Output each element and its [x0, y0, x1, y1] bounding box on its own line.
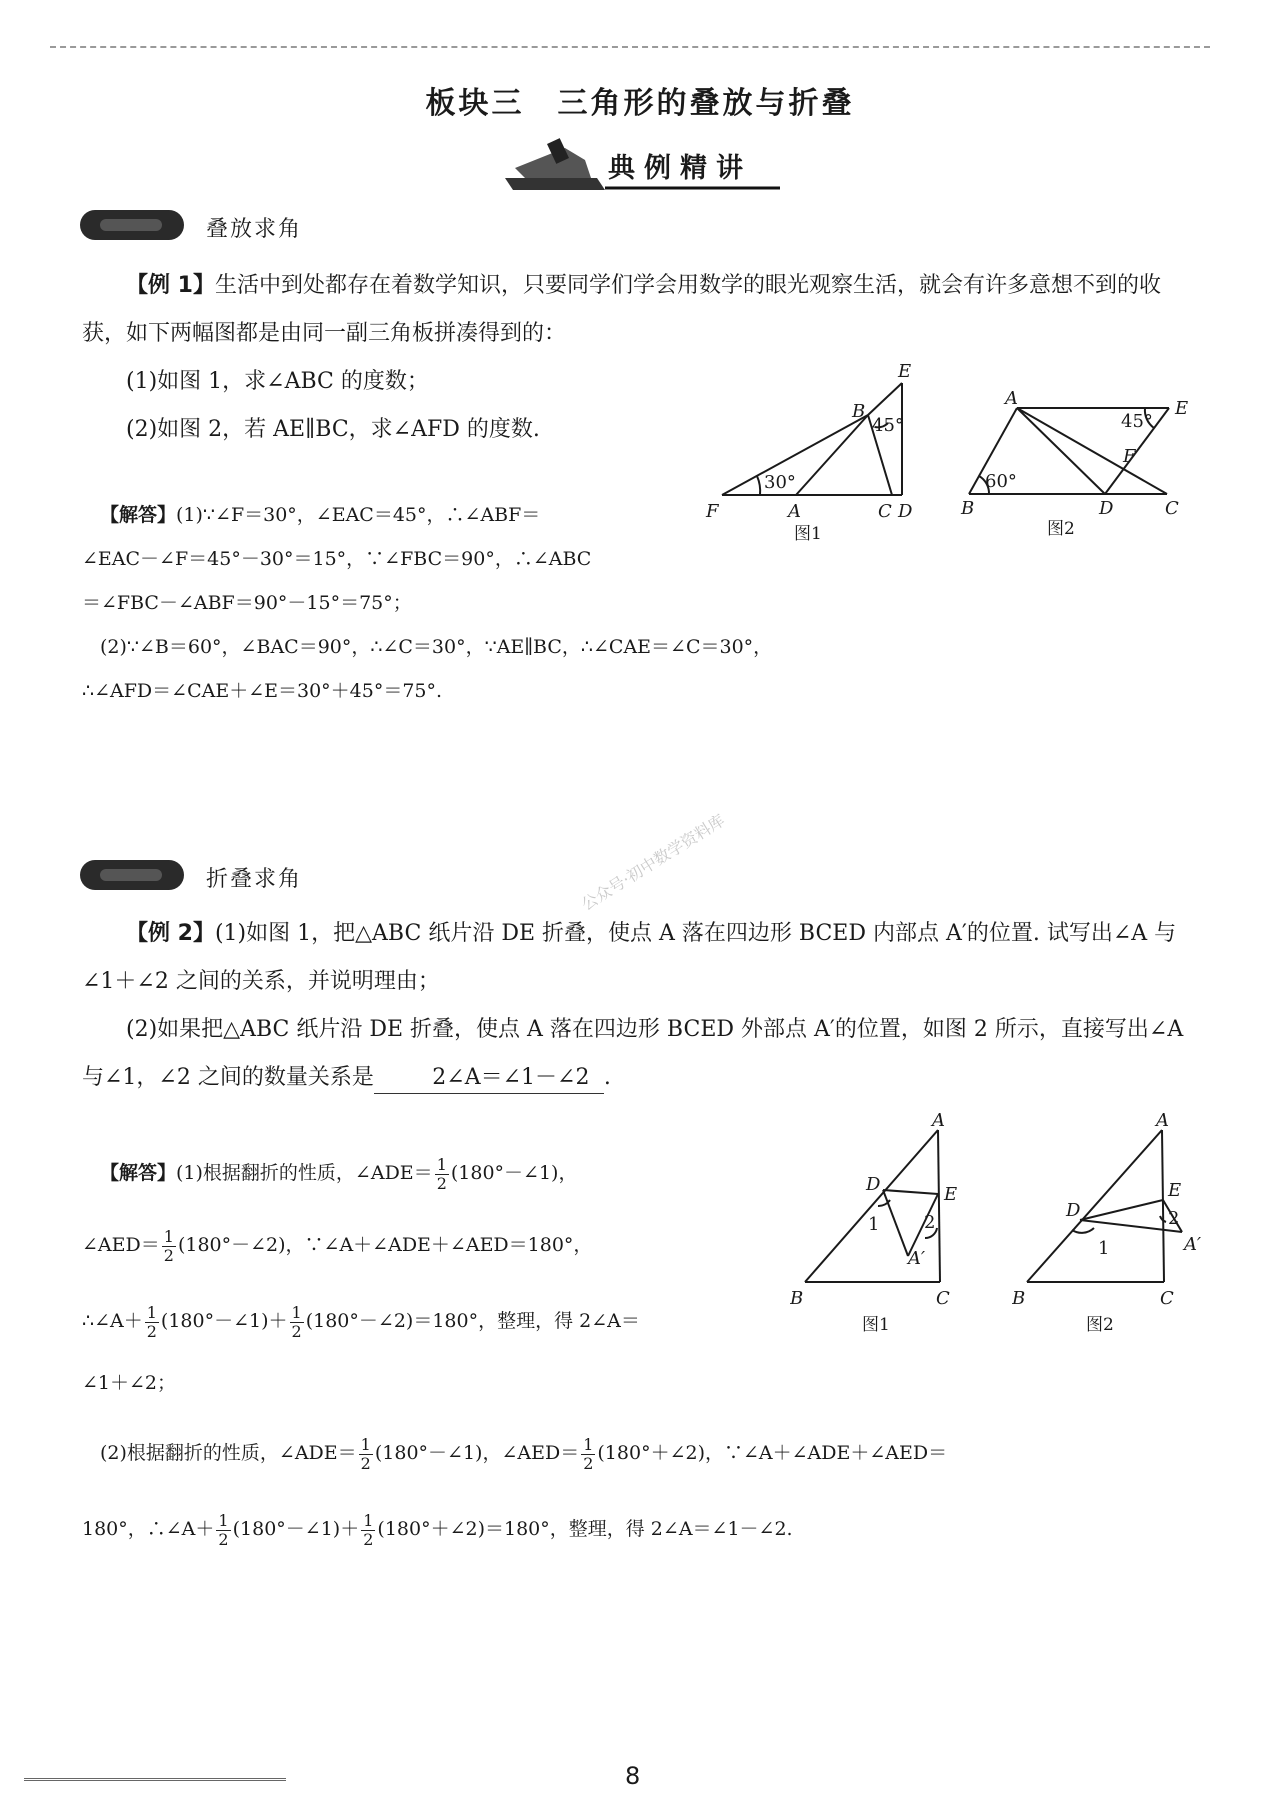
- fraction-half: $\frac{1}{2}$: [363, 1510, 374, 1549]
- solution-1-line-4: (2)∵∠B＝60°，∠BAC＝90°，∴∠C＝30°，∵AE∥BC，∴∠CAE＝∠C＝30°，: [100, 636, 773, 658]
- fig1-angle-b: 45°: [872, 415, 904, 436]
- example-1-figure-2: [955, 390, 1195, 540]
- solution-1-line-2: ∠EAC－∠F＝45°－30°＝15°，∵∠FBC＝90°，∴∠ABC: [82, 548, 592, 570]
- example-2-figure-2: [1012, 1110, 1212, 1340]
- fig1-label-b: B: [852, 401, 866, 422]
- fig2-1-caption: 图1: [862, 1315, 890, 1335]
- fraction-half: $\frac{1}{2}$: [146, 1302, 157, 1341]
- fraction-half: $\frac{1}{2}$: [291, 1302, 302, 1341]
- fig2-label-b: B: [961, 498, 975, 519]
- example-2-part-2: [82, 1006, 1202, 1102]
- solution-1-line-3: ＝∠FBC－∠ABF＝90°－15°＝75°；: [82, 592, 412, 614]
- top-dashed-rule: [50, 46, 1210, 48]
- solution-2-text-1a: (1)根据翻折的性质，∠ADE＝: [176, 1162, 433, 1184]
- fig1-label-d: D: [898, 501, 913, 522]
- solution-2-text-3c: (180°－∠2)＝180°，整理，得 2∠A＝: [305, 1310, 640, 1332]
- fig2-2-angle-1: 1: [1098, 1238, 1110, 1259]
- solution-2-tag: 【解答】: [100, 1162, 177, 1184]
- topic-badge-1: [80, 210, 184, 240]
- fig2-2-label-a: A: [1156, 1110, 1169, 1131]
- example-2-text-1: (1)如图 1，把△ABC 纸片沿 DE 折叠，使点 A 落在四边形 BCED 内部点 A′的位置. 试写出∠A 与∠1＋∠2 之间的关系，并说明理由；: [82, 921, 1177, 994]
- fig1-label-a: A: [788, 501, 801, 522]
- solution-2-text-3b: (180°－∠1)＋: [160, 1310, 288, 1332]
- example-1-q2: (2)如图 2，若 AE∥BC，求∠AFD 的度数.: [126, 417, 540, 442]
- fig2-1-label-d: D: [866, 1174, 881, 1195]
- solution-1-line-1: [100, 494, 540, 536]
- fig1-label-f: F: [706, 501, 719, 522]
- fig1-caption: 图1: [794, 524, 822, 544]
- solution-2-text-5a: (2)根据翻折的性质，∠ADE＝: [100, 1442, 357, 1464]
- answer-blank: 2∠A＝∠1－∠2: [374, 1063, 604, 1094]
- fig2-1-label-c: C: [936, 1288, 950, 1309]
- fraction-half: $\frac{1}{2}$: [163, 1226, 174, 1265]
- example-1-q1: (1)如图 1，求∠ABC 的度数；: [126, 369, 429, 394]
- fig2-label-a: A: [1005, 390, 1018, 409]
- fig2-label-f: F: [1123, 446, 1136, 467]
- solution-1-tag: 【解答】: [100, 504, 177, 526]
- example-1-tag: 【例 1】: [126, 273, 215, 298]
- fig2-angle-b: 60°: [985, 471, 1017, 492]
- section-banner-title: 典例精讲: [608, 153, 752, 184]
- topic-title-1: 叠放求角: [206, 217, 303, 242]
- example-1-body: 生活中到处都存在着数学知识，只要同学们学会用数学的眼光观察生活，就会有许多意想不到的收获，如下两幅图都是由同一副三角板拼凑得到的：: [82, 273, 1161, 346]
- fig2-1-angle-1: 1: [868, 1214, 880, 1235]
- example-2-tag: 【例 2】: [126, 921, 215, 946]
- fig2-2-caption: 图2: [1086, 1315, 1114, 1335]
- solution-2-text-2a: ∠AED＝: [82, 1234, 160, 1256]
- solution-2-text-6b: (180°－∠1)＋: [232, 1518, 360, 1540]
- example-1-figure-1: [700, 355, 940, 545]
- fig2-2-label-c: C: [1160, 1288, 1174, 1309]
- fig2-1-label-b: B: [790, 1288, 804, 1309]
- example-2-figure-1: [790, 1110, 970, 1340]
- fig2-label-d: D: [1099, 498, 1114, 519]
- fig2-2-label-a1: A′: [1184, 1234, 1202, 1255]
- fig2-1-label-a1: A′: [908, 1248, 926, 1269]
- fig1-label-c: C: [878, 501, 892, 522]
- fig2-2-label-d: D: [1066, 1200, 1081, 1221]
- fig2-label-e: E: [1175, 398, 1189, 419]
- fig2-label-c: C: [1165, 498, 1179, 519]
- solution-2-line-3: [82, 1300, 640, 1342]
- fig2-angle-e: 45°: [1121, 411, 1153, 432]
- example-2-part-1: [82, 910, 1202, 1006]
- fraction-half: $\frac{1}{2}$: [583, 1434, 594, 1473]
- fig2-1-label-e: E: [944, 1184, 958, 1205]
- solution-2-text-5b: (180°－∠1)，∠AED＝: [374, 1442, 580, 1464]
- solution-2-text-1b: (180°－∠1)，: [450, 1162, 578, 1184]
- fraction-half: $\frac{1}{2}$: [436, 1154, 447, 1193]
- watermark: 公众号·初中数学资料库: [578, 810, 729, 915]
- fig2-2-angle-2: 2: [1168, 1208, 1180, 1229]
- example-2-text-2: (2)如果把△ABC 纸片沿 DE 折叠，使点 A 落在四边形 BCED 外部点 A′的位置，如图 2 所示，直接写出∠A 与∠1，∠2 之间的数量关系是: [82, 1017, 1184, 1090]
- solution-2-text-6c: (180°＋∠2)＝180°，整理，得 2∠A＝∠1－∠2.: [377, 1518, 793, 1540]
- example-2-period: .: [603, 1065, 611, 1090]
- solution-1-text-1: (1)∵∠F＝30°，∠EAC＝45°，∴∠ABF＝: [176, 504, 541, 526]
- example-1-text: [82, 262, 1202, 358]
- solution-2-text-6a: 180°，∴∠A＋: [82, 1518, 215, 1540]
- fig2-caption: 图2: [1047, 519, 1075, 539]
- footer-rule: [24, 1778, 286, 1781]
- fraction-half: $\frac{1}{2}$: [360, 1434, 371, 1473]
- solution-2-text-3a: ∴∠A＋: [82, 1310, 143, 1332]
- solution-2-text-2b: (180°－∠2)，∵∠A＋∠ADE＋∠AED＝180°，: [177, 1234, 593, 1256]
- fig1-label-e: E: [898, 361, 912, 382]
- fig2-1-label-a: A: [932, 1110, 945, 1131]
- solution-2-line-4: ∠1＋∠2；: [82, 1372, 177, 1394]
- solution-1-line-5: ∴∠AFD＝∠CAE＋∠E＝30°＋45°＝75°.: [82, 680, 443, 702]
- page-number: 8: [625, 1762, 641, 1790]
- fig2-2-label-e: E: [1168, 1180, 1182, 1201]
- solution-2-line-2: [82, 1224, 592, 1266]
- solution-2-text-5c: (180°＋∠2)，∵∠A＋∠ADE＋∠AED＝: [597, 1442, 948, 1464]
- solution-2-line-5: [100, 1432, 947, 1474]
- solution-2-line-1: [100, 1152, 577, 1194]
- fig2-1-angle-2: 2: [924, 1212, 936, 1233]
- fig1-angle-f: 30°: [764, 472, 796, 493]
- topic-badge-2: [80, 860, 184, 890]
- page-title: 板块三 三角形的叠放与折叠: [425, 86, 855, 121]
- topic-title-2: 折叠求角: [206, 867, 303, 892]
- fig2-2-label-b: B: [1012, 1288, 1026, 1309]
- solution-2-line-6: [82, 1508, 793, 1550]
- fraction-half: $\frac{1}{2}$: [218, 1510, 229, 1549]
